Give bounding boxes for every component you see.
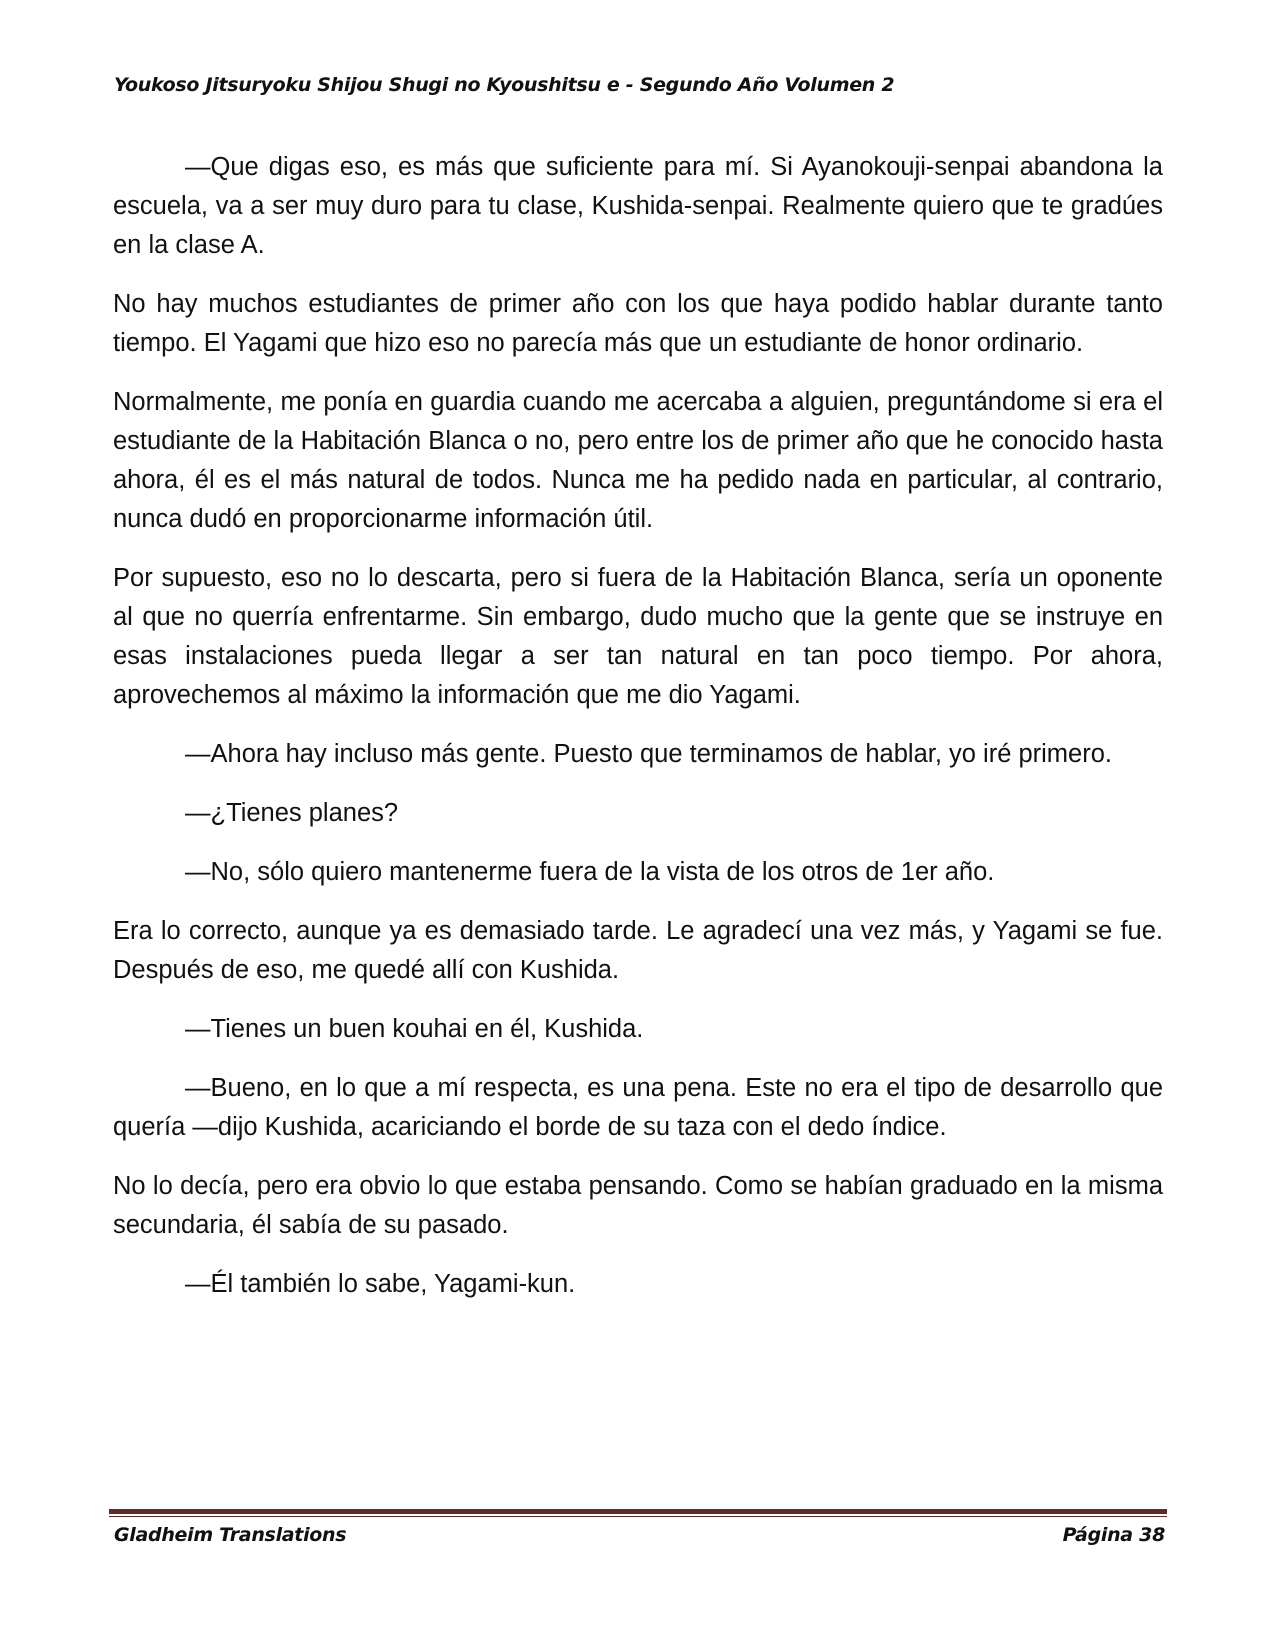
paragraph: Normalmente, me ponía en guardia cuando me acercaba a alguien, preguntándome si era el estudiante de la Habitación Blanca o no, pero entre los de primer año que he conocido hasta ahora, él es el más natural de todos. Nunca me ha pedido nada en particular, al contrario, nunca dudó en proporcionarme información útil. xyxy=(113,388,1163,533)
footer-rule-thick xyxy=(109,1509,1167,1514)
paragraph: —Que digas eso, es más que suficiente para mí. Si Ayanokouji-senpai abandona la escuela, va a ser muy duro para tu clase, Kushida-senpai. Realmente quiero que te gradúes en la clase A. xyxy=(113,153,1163,259)
paragraph: —Bueno, en lo que a mí respecta, es una pena. Este no era el tipo de desarrollo que quería —dijo Kushida, acariciando el borde de su taza con el dedo índice. xyxy=(113,1074,1163,1141)
paragraph: —Él también lo sabe, Yagami-kun. xyxy=(185,1270,576,1298)
footer-translator: Gladheim Translations xyxy=(114,1524,347,1546)
paragraph: Por supuesto, eso no lo descarta, pero si fuera de la Habitación Blanca, sería un oponente al que no querría enfrentarme. Sin embargo, dudo mucho que la gente que se instruye en esas instalaciones pueda llegar a ser tan natural en tan poco tiempo. Por ahora, aprovechemos al máximo la información que me dio Yagami. xyxy=(113,564,1163,709)
running-header: Youkoso Jitsuryoku Shijou Shugi no Kyoushitsu e - Segundo Año Volumen 2 xyxy=(114,74,895,96)
paragraph: —No, sólo quiero mantenerme fuera de la vista de los otros de 1er año. xyxy=(185,858,995,886)
paragraph: —¿Tienes planes? xyxy=(185,799,399,827)
paragraph: No hay muchos estudiantes de primer año con los que haya podido hablar durante tanto tiempo. El Yagami que hizo eso no parecía más que un estudiante de honor ordinario. xyxy=(113,290,1163,357)
paragraph: —Ahora hay incluso más gente. Puesto que terminamos de hablar, yo iré primero. xyxy=(185,740,1112,768)
footer-page-number: Página 38 xyxy=(1062,1524,1165,1546)
paragraph: —Tienes un buen kouhai en él, Kushida. xyxy=(185,1015,644,1043)
paragraph: Era lo correcto, aunque ya es demasiado tarde. Le agradecí una vez más, y Yagami se fue. Después de eso, me quedé allí con Kushida. xyxy=(113,917,1163,984)
footer-rule-thin xyxy=(109,1516,1167,1517)
paragraph: No lo decía, pero era obvio lo que estaba pensando. Como se habían graduado en la misma secundaria, él sabía de su pasado. xyxy=(113,1172,1163,1239)
page-body xyxy=(113,148,1163,1324)
